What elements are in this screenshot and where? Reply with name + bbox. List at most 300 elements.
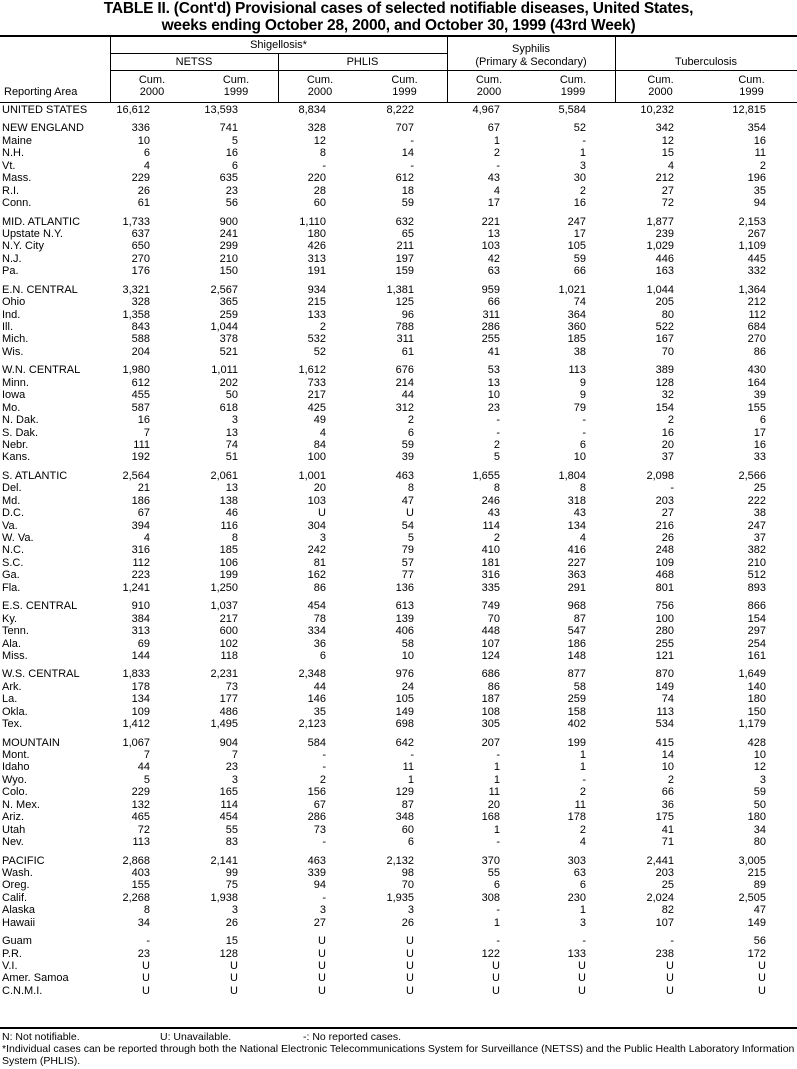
value-cell: 316	[481, 569, 500, 582]
value-cell: 50	[753, 798, 766, 811]
value-cell: 214	[395, 376, 414, 389]
value-cell: 242	[307, 544, 326, 557]
reporting-area-cell: N.Y. City	[2, 240, 44, 253]
value-cell: 1,179	[738, 718, 766, 731]
value-cell: 8,834	[298, 104, 326, 116]
value-cell: 13	[225, 482, 238, 495]
value-cell: 100	[307, 451, 326, 464]
tuberculosis-2000-col	[615, 74, 706, 98]
title-line-2: weeks ending October 28, 2000, and October 30, 1999 (43rd Week)	[161, 17, 636, 34]
value-cell: U	[230, 984, 238, 997]
value-cell: 56	[225, 197, 238, 210]
value-cell: 463	[307, 854, 326, 867]
value-cell: 161	[747, 649, 766, 662]
value-cell: U	[666, 984, 674, 997]
syphilis-2000-col	[447, 74, 531, 98]
value-cell: 56	[753, 935, 766, 948]
table-row	[0, 240, 797, 252]
value-cell: 23	[487, 401, 500, 414]
value-cell: 877	[567, 668, 586, 681]
value-cell: 43	[487, 172, 500, 185]
value-cell: 2,098	[646, 469, 674, 482]
value-cell: -	[582, 426, 586, 439]
value-cell: 3	[231, 414, 238, 427]
value-cell: 270	[131, 252, 150, 265]
value-cell: 16	[753, 438, 766, 451]
value-cell: 1,021	[558, 283, 586, 296]
table-row	[0, 761, 797, 773]
value-cell: 389	[655, 364, 674, 377]
value-cell: 2,132	[386, 854, 414, 867]
value-cell: 26	[661, 532, 674, 544]
value-cell: 416	[567, 544, 586, 557]
value-cell: -	[582, 134, 586, 147]
value-cell: 210	[747, 556, 766, 569]
value-cell: 191	[307, 265, 326, 278]
value-cell: 27	[313, 916, 326, 929]
value-cell: 364	[567, 308, 586, 321]
value-cell: 39	[753, 389, 766, 402]
table-row	[0, 414, 797, 426]
table-row	[0, 402, 797, 414]
value-cell: 756	[655, 600, 674, 613]
value-cell: 202	[219, 376, 238, 389]
value-cell: 162	[307, 569, 326, 582]
value-cell: 259	[219, 308, 238, 321]
value-cell: 21	[137, 482, 150, 495]
value-cell: 132	[131, 798, 150, 811]
value-cell: 1,037	[210, 600, 238, 613]
value-cell: 3	[579, 159, 586, 172]
value-cell: 10	[401, 649, 414, 662]
value-cell: 35	[753, 184, 766, 197]
value-cell: 148	[567, 649, 586, 662]
value-cell: 410	[481, 544, 500, 557]
value-cell: 229	[131, 172, 150, 185]
value-cell: -	[582, 773, 586, 786]
value-cell: 94	[753, 197, 766, 210]
value-cell: -	[670, 482, 674, 495]
value-cell: 297	[747, 625, 766, 638]
value-cell: 3,321	[122, 283, 150, 296]
value-cell: 58	[573, 680, 586, 693]
reporting-area-cell: Wash.	[2, 866, 33, 879]
footnote-no-cases: -: No reported cases.	[303, 1031, 402, 1043]
year-label: 2000	[307, 86, 333, 98]
value-cell: 73	[313, 823, 326, 836]
value-cell: 98	[401, 866, 414, 879]
value-cell: 59	[401, 438, 414, 451]
value-cell: 223	[131, 569, 150, 582]
table-row	[0, 638, 797, 650]
reporting-area-cell: Del.	[2, 482, 22, 495]
reporting-area-cell: Ohio	[2, 296, 26, 309]
value-cell: U	[230, 960, 238, 972]
value-cell: 267	[747, 227, 766, 240]
value-cell: 642	[395, 736, 414, 749]
value-cell: 175	[655, 811, 674, 824]
table-row	[0, 427, 797, 439]
value-cell: 1,877	[646, 215, 674, 228]
value-cell: 1	[493, 773, 500, 786]
value-cell: 25	[661, 879, 674, 892]
value-cell: 105	[567, 240, 586, 253]
cum-label: Cum.	[306, 74, 334, 86]
value-cell: 185	[219, 544, 238, 557]
value-cell: 1,381	[386, 283, 414, 296]
value-cell: 247	[747, 519, 766, 532]
value-cell: 99	[225, 866, 238, 879]
value-cell: -	[496, 836, 500, 849]
value-cell: 27	[661, 184, 674, 197]
table-row	[0, 972, 797, 984]
value-cell: 83	[225, 836, 238, 849]
reporting-area-cell: Tenn.	[2, 625, 29, 638]
value-cell: 336	[131, 122, 150, 135]
value-cell: 10,232	[640, 104, 674, 116]
value-cell: 354	[747, 122, 766, 135]
value-cell: 59	[401, 197, 414, 210]
value-cell: 227	[567, 556, 586, 569]
value-cell: 113	[568, 364, 586, 377]
value-cell: 13	[225, 426, 238, 439]
footnote-legend	[2, 1031, 795, 1043]
value-cell: 177	[219, 693, 238, 706]
value-cell: 1,980	[122, 364, 150, 377]
value-cell: 108	[481, 705, 500, 718]
table-row	[0, 557, 797, 569]
value-cell: 156	[307, 786, 326, 799]
value-cell: 66	[487, 296, 500, 309]
value-cell: 107	[481, 637, 500, 650]
value-cell: 58	[401, 637, 414, 650]
reporting-area-cell: Mich.	[2, 333, 29, 346]
reporting-area-cell: UNITED STATES	[2, 104, 88, 116]
value-cell: 103	[481, 240, 500, 253]
value-cell: 1,649	[738, 668, 766, 681]
value-cell: 66	[661, 786, 674, 799]
value-cell: 26	[225, 916, 238, 929]
value-cell: 6	[319, 649, 326, 662]
value-cell: 100	[655, 612, 674, 625]
value-cell: 74	[225, 438, 238, 451]
table-row	[0, 824, 797, 836]
cum-label: Cum.	[391, 74, 418, 86]
reporting-area-cell: Pa.	[2, 265, 19, 278]
value-cell: 8	[231, 532, 238, 544]
value-cell: 2	[493, 532, 500, 544]
value-cell: 30	[573, 172, 586, 185]
value-cell: 50	[225, 389, 238, 402]
value-cell: 113	[656, 705, 674, 718]
value-cell: -	[496, 749, 500, 761]
year-label: 1999	[392, 86, 417, 98]
value-cell: 4	[143, 532, 150, 544]
value-cell: 41	[661, 823, 674, 836]
value-cell: 79	[401, 544, 414, 557]
value-cell: 16	[573, 197, 586, 210]
value-cell: 210	[219, 252, 238, 265]
value-cell: 342	[655, 122, 674, 135]
value-cell: 370	[481, 854, 500, 867]
table-row	[0, 364, 797, 376]
value-cell: 348	[395, 811, 414, 824]
table-title	[0, 0, 797, 34]
value-cell: 299	[219, 240, 238, 253]
value-cell: 197	[395, 252, 414, 265]
value-cell: 749	[481, 600, 500, 613]
value-cell: U	[492, 972, 500, 985]
value-cell: 89	[753, 879, 766, 892]
value-cell: 86	[313, 581, 326, 594]
value-cell: 707	[395, 122, 414, 135]
value-cell: 67	[487, 122, 500, 135]
table-row	[0, 668, 797, 680]
value-cell: 547	[567, 625, 586, 638]
reporting-area-cell: Md.	[2, 494, 21, 507]
value-cell: 2,566	[738, 469, 766, 482]
value-cell: 109	[131, 705, 150, 718]
table-row	[0, 333, 797, 345]
value-cell: 311	[482, 308, 500, 321]
table-row	[0, 253, 797, 265]
value-cell: 12	[753, 761, 766, 774]
value-cell: 61	[137, 197, 150, 210]
value-cell: 332	[747, 265, 766, 278]
value-cell: 246	[481, 494, 500, 507]
footnote-unavailable: U: Unavailable.	[160, 1031, 232, 1043]
value-cell: 65	[401, 227, 414, 240]
table-row	[0, 960, 797, 972]
table-row	[0, 749, 797, 761]
reporting-area-cell: E.N. CENTRAL	[2, 283, 78, 296]
value-cell: 134	[131, 693, 150, 706]
value-cell: 304	[307, 519, 326, 532]
table-row	[0, 650, 797, 662]
value-cell: 11	[488, 786, 500, 799]
table-row	[0, 197, 797, 209]
value-cell: 2,141	[210, 854, 238, 867]
value-cell: 900	[219, 215, 238, 228]
value-cell: 14	[401, 147, 414, 160]
value-cell: -	[496, 159, 500, 172]
value-cell: 1,109	[738, 240, 766, 253]
value-cell: 211	[396, 240, 414, 253]
reporting-area-cell: MID. ATLANTIC	[2, 215, 81, 228]
value-cell: 10	[487, 389, 500, 402]
value-cell: 57	[401, 556, 414, 569]
value-cell: 33	[753, 451, 766, 464]
value-cell: 1	[579, 904, 586, 917]
value-cell: 286	[481, 321, 500, 333]
cum-label: Cum.	[475, 74, 503, 86]
value-cell: 70	[661, 345, 674, 358]
value-cell: 23	[225, 761, 238, 774]
value-cell: U	[406, 935, 414, 948]
value-cell: 32	[661, 389, 674, 402]
value-cell: 207	[481, 736, 500, 749]
value-cell: 6	[143, 147, 150, 160]
reporting-area-header: Reporting Area	[4, 86, 78, 98]
value-cell: 43	[573, 507, 586, 520]
value-cell: U	[318, 972, 326, 985]
table-row	[0, 811, 797, 823]
value-cell: 415	[655, 736, 674, 749]
value-cell: 70	[401, 879, 414, 892]
value-cell: -	[670, 935, 674, 948]
value-cell: 41	[487, 345, 500, 358]
value-cell: 11	[754, 147, 766, 160]
value-cell: 612	[131, 376, 150, 389]
value-cell: 454	[307, 600, 326, 613]
value-cell: 1,495	[210, 718, 238, 731]
value-cell: 316	[131, 544, 150, 557]
value-cell: 334	[307, 625, 326, 638]
value-cell: 136	[395, 581, 414, 594]
value-cell: 2,348	[298, 668, 326, 681]
value-cell: 38	[573, 345, 586, 358]
value-cell: 1,001	[298, 469, 326, 482]
value-cell: 2,024	[646, 891, 674, 904]
value-cell: 1,241	[122, 581, 150, 594]
value-cell: 311	[396, 333, 414, 346]
reporting-area-cell: C.N.M.I.	[2, 984, 43, 997]
value-cell: 1,935	[386, 891, 414, 904]
table-row	[0, 135, 797, 147]
value-cell: 16	[225, 147, 238, 160]
value-cell: 6	[579, 438, 586, 451]
value-cell: 155	[131, 879, 150, 892]
value-cell: 70	[487, 612, 500, 625]
value-cell: 741	[219, 122, 238, 135]
value-cell: 2,231	[210, 668, 238, 681]
value-cell: 968	[567, 600, 586, 613]
value-cell: 53	[487, 364, 500, 377]
table-row	[0, 532, 797, 544]
value-cell: 305	[481, 718, 500, 731]
table-row	[0, 774, 797, 786]
value-cell: 959	[481, 283, 500, 296]
table-row	[0, 892, 797, 904]
table-row	[0, 122, 797, 134]
value-cell: 111	[133, 438, 150, 451]
value-cell: 468	[655, 569, 674, 582]
value-cell: 43	[487, 507, 500, 520]
value-cell: 1,250	[210, 581, 238, 594]
table-row	[0, 786, 797, 798]
value-cell: 5	[143, 773, 150, 786]
value-cell: 328	[131, 296, 150, 309]
table-row	[0, 737, 797, 749]
value-cell: 154	[655, 401, 674, 414]
value-cell: U	[758, 972, 766, 985]
value-cell: 37	[753, 532, 766, 544]
table-row	[0, 625, 797, 637]
value-cell: 426	[307, 240, 326, 253]
value-cell: 635	[219, 172, 238, 185]
value-cell: 59	[753, 786, 766, 799]
value-cell: 587	[131, 401, 150, 414]
value-cell: 2	[493, 147, 500, 160]
reporting-area-cell: Calif.	[2, 891, 28, 904]
value-cell: 255	[481, 333, 500, 346]
value-cell: 904	[219, 736, 238, 749]
value-cell: 313	[307, 252, 326, 265]
value-cell: 588	[131, 333, 150, 346]
value-cell: 16	[753, 134, 766, 147]
reporting-area-cell: Ark.	[2, 680, 22, 693]
table-row	[0, 718, 797, 730]
value-cell: 976	[395, 668, 414, 681]
reporting-area-cell: Ala.	[2, 637, 21, 650]
table-row	[0, 296, 797, 308]
reporting-area-cell: R.I.	[2, 184, 20, 197]
reporting-area-cell: Mass.	[2, 172, 32, 185]
value-cell: 52	[573, 122, 586, 135]
value-cell: 212	[747, 296, 766, 309]
table-row	[0, 482, 797, 494]
value-cell: 3	[319, 904, 326, 917]
value-cell: 72	[661, 197, 674, 210]
table-row	[0, 706, 797, 718]
value-cell: 25	[753, 482, 766, 495]
reporting-area-cell: Ind.	[2, 308, 21, 321]
value-cell: 17	[573, 227, 586, 240]
reporting-area-cell: Ill.	[2, 321, 13, 333]
table-row	[0, 185, 797, 197]
value-cell: 1,029	[646, 240, 674, 253]
value-cell: 20	[661, 438, 674, 451]
value-cell: 133	[567, 947, 586, 960]
value-cell: 248	[655, 544, 674, 557]
value-cell: 406	[395, 625, 414, 638]
value-cell: 75	[225, 879, 238, 892]
value-cell: 28	[313, 184, 326, 197]
table-row	[0, 346, 797, 358]
value-cell: 13,593	[204, 104, 238, 116]
header-bottom-rule	[0, 102, 797, 103]
footnotes	[2, 1031, 795, 1067]
value-cell: 82	[661, 904, 674, 917]
value-cell: 51	[225, 451, 238, 464]
value-cell: -	[322, 891, 326, 904]
value-cell: 154	[747, 612, 766, 625]
value-cell: 7	[143, 426, 150, 439]
value-cell: 650	[131, 240, 150, 253]
value-cell: -	[496, 935, 500, 948]
table-row	[0, 985, 797, 997]
value-cell: 159	[395, 265, 414, 278]
reporting-area-cell: W.N. CENTRAL	[2, 364, 81, 377]
value-cell: 36	[313, 637, 326, 650]
value-cell: 3	[231, 773, 238, 786]
value-cell: 203	[655, 494, 674, 507]
value-cell: 112	[132, 556, 150, 569]
value-cell: U	[318, 935, 326, 948]
value-cell: -	[496, 426, 500, 439]
value-cell: 3,005	[738, 854, 766, 867]
value-cell: 2,564	[122, 469, 150, 482]
value-cell: 133	[307, 308, 326, 321]
table-row	[0, 228, 797, 240]
value-cell: 13	[487, 227, 500, 240]
table-row	[0, 681, 797, 693]
reporting-area-cell: Nev.	[2, 836, 24, 849]
value-cell: 172	[747, 947, 766, 960]
value-cell: U	[406, 984, 414, 997]
value-cell: 187	[481, 693, 500, 706]
value-cell: 1,833	[122, 668, 150, 681]
